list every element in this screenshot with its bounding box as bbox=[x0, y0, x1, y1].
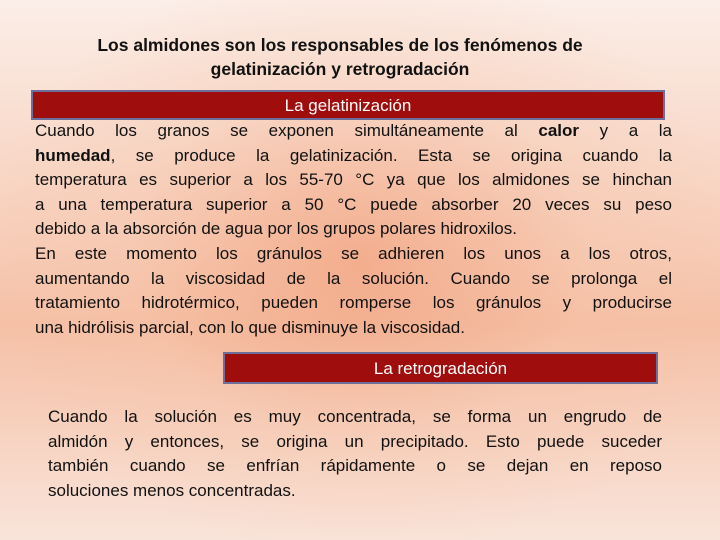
slide-title-line-1: Los almidones son los responsables de los fenómenos de bbox=[97, 35, 583, 55]
text-line: aumentando la viscosidad de la solución. Cuando se prolonga el bbox=[35, 268, 672, 288]
text-line: temperatura es superior a los 55-70 °C ya que los almidones se hinchan bbox=[35, 170, 672, 190]
text-line: debido a la absorción de agua por los grupos polares hidroxilos. bbox=[35, 219, 517, 239]
text-line: Cuando la solución es muy concentrada, se forma un engrudo de bbox=[48, 407, 662, 426]
emphasis-humedad: humedad bbox=[35, 145, 111, 165]
text-line: a una temperatura superior a 50 °C puede absorber 20 veces su peso bbox=[35, 194, 672, 214]
emphasis-calor: calor bbox=[538, 121, 579, 140]
text-line: también cuando se enfrían rápidamente o se dejan en reposo bbox=[48, 456, 662, 476]
slide-title bbox=[40, 33, 640, 81]
retrogradation-heading: La retrogradación bbox=[223, 352, 658, 384]
text-line: En este momento los gránulos se adhieren los unos a los otros, bbox=[35, 243, 672, 263]
gelatinization-heading: La gelatinización bbox=[31, 90, 665, 120]
text-line: humedad, se produce la gelatinización. Esta se origina cuando la bbox=[35, 145, 672, 165]
text-line: soluciones menos concentradas. bbox=[48, 480, 296, 500]
gelatinization-paragraph bbox=[35, 119, 672, 340]
text-line: almidón y entonces, se origina un precipitado. Esto puede suceder bbox=[48, 431, 662, 451]
slide-title-line-2: gelatinización y retrogradación bbox=[210, 59, 470, 79]
retrogradation-paragraph bbox=[48, 405, 662, 503]
text-line: tratamiento hidrotérmico, pueden romperse los gránulos y producirse bbox=[35, 293, 672, 313]
text-line: una hidrólisis parcial, con lo que disminuye la viscosidad. bbox=[35, 317, 465, 337]
text-line: Cuando los granos se exponen simultáneamente al calor y a la bbox=[35, 121, 672, 140]
